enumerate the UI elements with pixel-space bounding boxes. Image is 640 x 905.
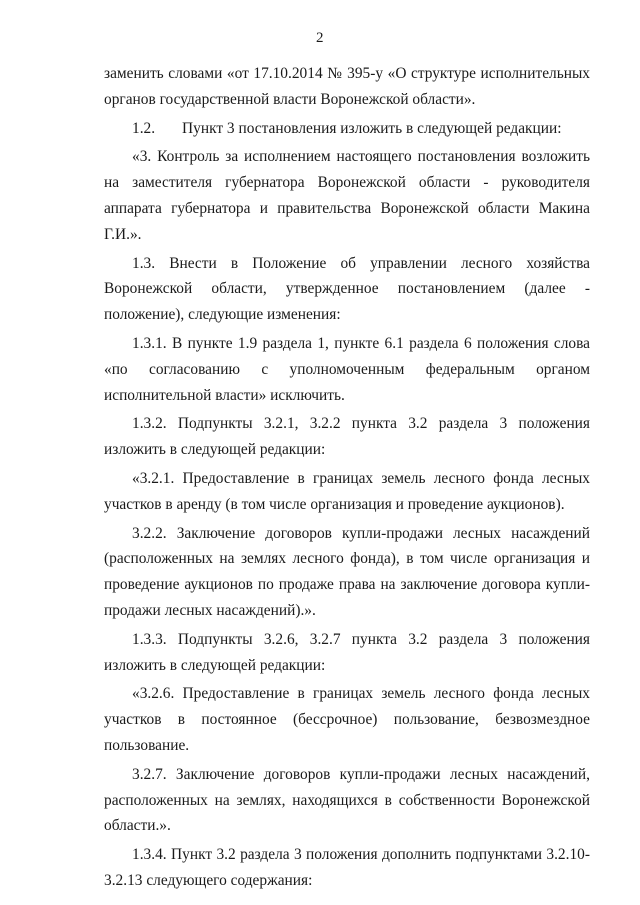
document-body bbox=[104, 61, 590, 897]
paragraph-1-2: 1.2. Пункт 3 постановления изложить в следующей редакции: bbox=[132, 119, 562, 137]
paragraph-3-2-7: 3.2.7. Заключение договоров купли-продажи лесных насаждений, расположенных на землях, находящихся в собственности Воронежской области.». bbox=[104, 765, 590, 835]
page-number: 2 bbox=[316, 30, 324, 46]
paragraph-1-3-2: 1.3.2. Подпункты 3.2.1, 3.2.2 пункта 3.2 раздела 3 положения изложить в следующей редакции: bbox=[104, 415, 590, 459]
paragraph-3-2-2: 3.2.2. Заключение договоров купли-продажи лесных насаждений (расположенных на землях лесного фонда), в том числе организация и проведение аукционов по продаже права на заключение договора купли-продажи лесных насаждений).». bbox=[104, 524, 590, 619]
paragraph-3-2-1: «3.2.1. Предоставление в границах земель лесного фонда лесных участков в аренду (в том числе организация и проведение аукционов). bbox=[104, 469, 590, 513]
paragraph-replacement-text: заменить словами «от 17.10.2014 № 395-у «О структуре исполнительных органов государственной власти Воронежской области». bbox=[104, 65, 590, 108]
paragraph-1-3-3: 1.3.3. Подпункты 3.2.6, 3.2.7 пункта 3.2 раздела 3 положения изложить в следующей редакции: bbox=[104, 630, 590, 674]
paragraph-1-3: 1.3. Внести в Положение об управлении лесного хозяйства Воронежской области, утвержденное постановлением (далее - положение), следующие изменения: bbox=[104, 254, 590, 324]
paragraph-1-3-4: 1.3.4. Пункт 3.2 раздела 3 положения дополнить подпунктами 3.2.10-3.2.13 следующего содержания: bbox=[104, 846, 590, 889]
paragraph-3-2-6: «3.2.6. Предоставление в границах земель лесного фонда лесных участков в постоянное (бессрочное) пользование, безвозмездное пользование. bbox=[104, 685, 590, 754]
paragraph-1-3-1: 1.3.1. В пункте 1.9 раздела 1, пункте 6.1 раздела 6 положения слова «по согласованию с уполномоченным федеральным органом исполнительной власти» исключить. bbox=[104, 334, 590, 404]
paragraph-quote-3: «3. Контроль за исполнением настоящего постановления возложить на заместителя губернатора Воронежской области - руководителя аппарата губернатора и правительства Воронежской области Макина Г.И.». bbox=[104, 148, 590, 243]
